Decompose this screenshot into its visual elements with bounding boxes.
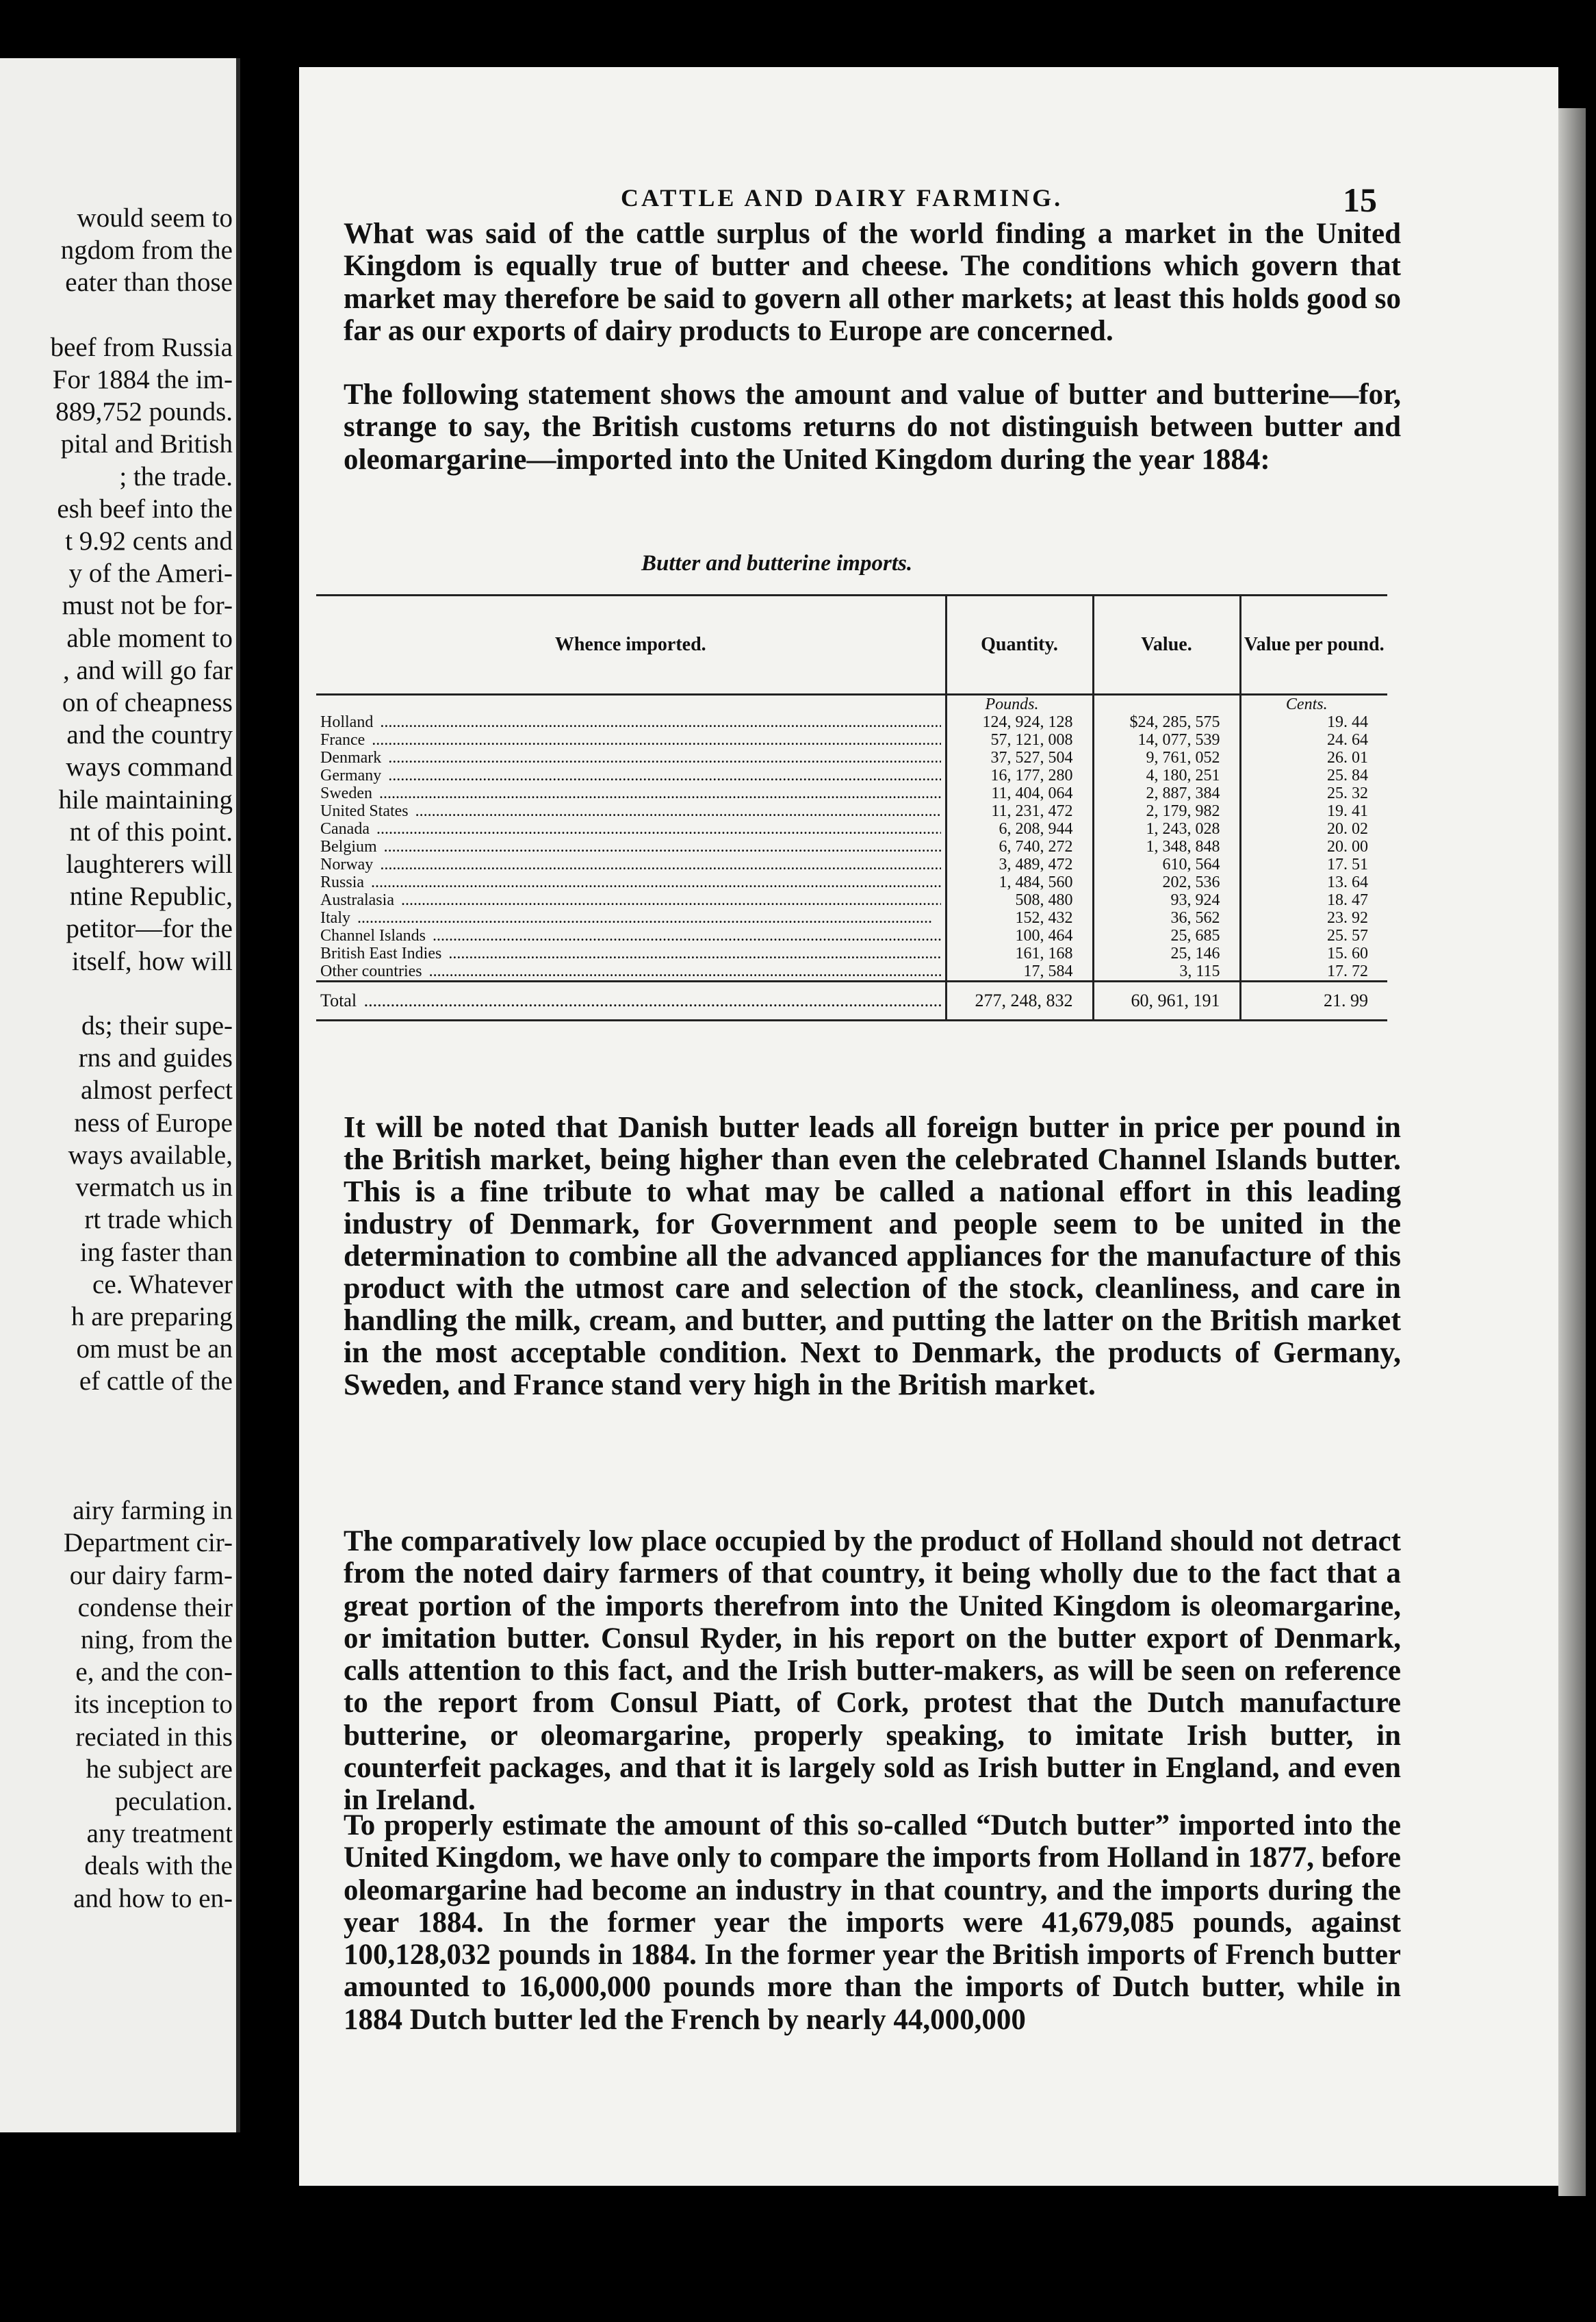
value-cell: 4, 180, 251 (1093, 767, 1240, 784)
country-name: Norway (320, 856, 376, 873)
left-page-line: For 1884 the im- (52, 365, 233, 395)
left-page-line: esh beef into the (57, 494, 233, 524)
per-pound-cell: 20. 00 (1240, 838, 1387, 856)
units-row (316, 695, 1387, 714)
country-name: Belgium (320, 838, 380, 856)
per-pound-cell: 13. 64 (1240, 873, 1387, 891)
units-origin (316, 695, 946, 714)
left-page-line: ds; their supe- (81, 1011, 233, 1041)
country-cell (316, 962, 946, 982)
table-row (316, 909, 1387, 927)
table-row (316, 945, 1387, 962)
paragraph-holland: The comparatively low place occupied by the product of Holland should not detract from the noted dairy farmers of that country, it being wholly due to the fact that a great portion of the imports therefrom into the United Kingdom is oleomargarine, or imitation butter. Consul Ryder, in his report on the butter export of Denmark, calls attention to this fact, and the Irish butter-makers, as will be seen on reference to the report from Consul Piatt, of Cork, protest that the Dutch manufacture butterine, or oleomargarine, properly speaking, to imitate Irish butter, in counterfeit packages, and that it is largely sold as Irish butter in England, and even in Ireland. (344, 1525, 1401, 1817)
country-cell (316, 927, 946, 945)
per-pound-cell: 15. 60 (1240, 945, 1387, 962)
left-page-line: y of the Ameri- (68, 559, 233, 589)
left-page-line: reciated in this (75, 1722, 233, 1752)
country-name: France (320, 731, 368, 749)
left-page-line: ntine Republic, (69, 882, 233, 912)
left-page-line: vermatch us in (75, 1173, 233, 1203)
table-row (316, 856, 1387, 873)
left-page-line: and the country (66, 720, 233, 750)
table-row (316, 731, 1387, 749)
running-title: CATTLE AND DAIRY FARMING. (621, 184, 1064, 212)
left-page-line: h are preparing (70, 1301, 233, 1331)
units-per-pound: Cents. (1240, 695, 1387, 714)
left-page-line: om must be an (76, 1334, 233, 1364)
value-cell: 14, 077, 539 (1093, 731, 1240, 749)
quantity-cell: 152, 432 (946, 909, 1093, 927)
quantity-cell: 37, 527, 504 (946, 749, 1093, 767)
left-page-line: ngdom from the (60, 235, 233, 266)
left-page-line: rt trade which (84, 1205, 233, 1235)
value-cell: $24, 285, 575 (1093, 713, 1240, 731)
quantity-cell: 508, 480 (946, 891, 1093, 909)
quantity-cell: 124, 924, 128 (946, 713, 1093, 731)
paragraph-statement-intro: The following statement shows the amount and value of butter and butterine—for, strange to say, the British customs returns do not distinguish between butter and oleomargarine—imported into the United Kingdom during the year 1884: (344, 379, 1401, 476)
country-cell (316, 909, 946, 927)
value-cell: 202, 536 (1093, 873, 1240, 891)
country-name: British East Indies (320, 945, 444, 962)
table-row (316, 927, 1387, 945)
main-page (299, 67, 1558, 2186)
left-page-fragment (0, 58, 240, 2132)
left-page-line: , and will go far (62, 655, 233, 685)
total-quantity: 277, 248, 832 (946, 982, 1093, 1021)
value-cell: 25, 146 (1093, 945, 1240, 962)
left-page-line: rns and guides (78, 1043, 233, 1073)
country-name: Russia (320, 873, 367, 891)
left-page-line: pital and British (60, 429, 233, 459)
left-page-line: t 9.92 cents and (65, 526, 233, 557)
left-page-line: any treatment (86, 1819, 233, 1849)
quantity-cell: 1, 484, 560 (946, 873, 1093, 891)
value-cell: 3, 115 (1093, 962, 1240, 982)
left-page-line: airy farming in (73, 1496, 233, 1526)
quantity-cell: 16, 177, 280 (946, 767, 1093, 784)
left-page-line: on of cheapness (62, 688, 233, 718)
country-name: Holland (320, 713, 376, 731)
per-pound-cell: 18. 47 (1240, 891, 1387, 909)
paragraph-dutch-butter-estimate: To properly estimate the amount of this so-called “Dutch butter” imported into the United Kingdom, we have only to compare the imports from Holland in 1877, before oleomargarine had become an industry in that country, and the imports during the year 1884. In the former year the imports were 41,679,085 pounds, against 100,128,032 pounds in 1884. In the former year the British imports of French butter amounted to 16,000,000 pounds more than the imports of Dutch butter, while in 1884 Dutch butter led the French by nearly 44,000,000 (344, 1809, 1401, 2036)
table-row (316, 713, 1387, 731)
country-name: Italy (320, 909, 353, 927)
table-row (316, 838, 1387, 856)
left-page-line: able moment to (66, 623, 233, 653)
left-page-line: Department cir- (63, 1528, 233, 1558)
table-header-row (316, 596, 1387, 695)
value-cell: 1, 243, 028 (1093, 820, 1240, 838)
table-row (316, 767, 1387, 784)
per-pound-cell: 25. 84 (1240, 767, 1387, 784)
per-pound-cell: 19. 44 (1240, 713, 1387, 731)
value-cell: 2, 179, 982 (1093, 802, 1240, 820)
header-value-per-pound: Value per pound. (1240, 596, 1387, 695)
left-page-line: must not be for- (62, 591, 233, 621)
left-page-line: 889,752 pounds. (55, 397, 233, 427)
left-page-line: ness of Europe (74, 1108, 233, 1138)
per-pound-cell: 17. 51 (1240, 856, 1387, 873)
per-pound-cell: 24. 64 (1240, 731, 1387, 749)
left-page-line: peculation. (114, 1786, 233, 1816)
paragraph-danish-butter: It will be noted that Danish butter leads all foreign butter in price per pound in the British market, being higher than even the celebrated Channel Islands butter. This is a fine tribute to what may be called a national effort in this leading industry of Denmark, for Government and people seem to be united in the determination to combine all the advanced appliances for the manufacture of this product with the utmost care and selection of the stock, cleanliness, and care in handling the milk, cream, and butter, and putting the latter on the British market in the most acceptable condition. Next to Denmark, the products of Germany, Sweden, and France stand very high in the British market. (344, 1110, 1401, 1401)
value-cell: 36, 562 (1093, 909, 1240, 927)
left-page-line (0, 1462, 233, 1494)
left-page-line: petitor—for the (66, 914, 233, 944)
country-name: Channel Islands (320, 927, 428, 945)
left-page-line: and how to en- (73, 1883, 233, 1913)
per-pound-cell: 20. 02 (1240, 820, 1387, 838)
per-pound-cell: 25. 32 (1240, 784, 1387, 802)
table-caption: Butter and butterine imports. (641, 551, 913, 576)
quantity-cell: 6, 208, 944 (946, 820, 1093, 838)
left-page-line: almost perfect (81, 1075, 233, 1106)
page-number: 15 (1343, 181, 1377, 219)
left-page-line (0, 299, 233, 331)
country-cell (316, 873, 946, 891)
country-name: United States (320, 802, 411, 820)
per-pound-cell: 19. 41 (1240, 802, 1387, 820)
table-row (316, 749, 1387, 767)
value-cell: 9, 761, 052 (1093, 749, 1240, 767)
table-body (316, 695, 1387, 982)
left-page-line: beef from Russia (50, 332, 233, 362)
quantity-cell: 11, 404, 064 (946, 784, 1093, 802)
country-cell (316, 891, 946, 909)
value-cell: 1, 348, 848 (1093, 838, 1240, 856)
table-row (316, 784, 1387, 802)
table-row (316, 891, 1387, 909)
country-cell (316, 856, 946, 873)
country-name: Denmark (320, 749, 384, 767)
quantity-cell: 161, 168 (946, 945, 1093, 962)
butter-imports-table (316, 594, 1387, 1021)
country-name: Other countries (320, 962, 425, 980)
paragraph-cattle-surplus: What was said of the cattle surplus of the world finding a market in the United Kingdom is equally true of butter and cheese. The conditions which govern that market may therefore be said to govern all other markets; at least this holds good so far as our exports of dairy products to Europe are concerned. (344, 218, 1401, 347)
left-page-line: itself, how will (71, 946, 233, 976)
country-name: Germany (320, 767, 384, 784)
table-row (316, 820, 1387, 838)
total-label-text: Total (320, 992, 359, 1010)
left-page-line: he subject are (86, 1754, 233, 1784)
left-page-line: hile maintaining (58, 784, 233, 815)
left-page-line: our dairy farm- (69, 1560, 233, 1590)
country-name: Australasia (320, 891, 397, 909)
quantity-cell: 6, 740, 272 (946, 838, 1093, 856)
per-pound-cell: 17. 72 (1240, 962, 1387, 982)
header-value: Value. (1093, 596, 1240, 695)
per-pound-cell: 25. 57 (1240, 927, 1387, 945)
country-cell (316, 838, 946, 856)
per-pound-cell: 26. 01 (1240, 749, 1387, 767)
value-cell: 93, 924 (1093, 891, 1240, 909)
country-cell (316, 713, 946, 731)
country-cell (316, 749, 946, 767)
table-row (316, 962, 1387, 982)
left-page-line: ing faster than (79, 1237, 233, 1267)
country-cell (316, 784, 946, 802)
left-page-line: condense their (77, 1592, 233, 1622)
left-page-line (0, 978, 233, 1010)
total-label (316, 982, 946, 1021)
left-page-line: ways command (66, 752, 233, 782)
quantity-cell: 17, 584 (946, 962, 1093, 982)
quantity-cell: 57, 121, 008 (946, 731, 1093, 749)
country-name: Sweden (320, 784, 375, 802)
country-cell (316, 802, 946, 820)
header-quantity: Quantity. (946, 596, 1093, 695)
country-name: Canada (320, 820, 372, 838)
units-quantity: Pounds. (946, 695, 1093, 714)
value-cell: 25, 685 (1093, 927, 1240, 945)
left-page-line: deals with the (84, 1851, 233, 1881)
country-cell (316, 767, 946, 784)
left-page-line: nt of this point. (69, 817, 233, 847)
total-value: 60, 961, 191 (1093, 982, 1240, 1021)
left-page-line (0, 1430, 233, 1462)
quantity-cell: 100, 464 (946, 927, 1093, 945)
per-pound-cell: 23. 92 (1240, 909, 1387, 927)
units-value (1093, 695, 1240, 714)
left-page-text (0, 202, 237, 1915)
left-page-line: ways available, (68, 1140, 233, 1170)
total-per-pound: 21. 99 (1240, 982, 1387, 1021)
header-whence-imported: Whence imported. (316, 596, 946, 695)
table-row (316, 873, 1387, 891)
left-page-line: ; the trade. (119, 461, 233, 492)
left-page-line: ce. Whatever (92, 1269, 233, 1299)
left-page-line (0, 1398, 233, 1430)
left-page-line: would seem to (77, 203, 233, 233)
left-page-line: e, and the con- (75, 1657, 233, 1687)
table-row (316, 802, 1387, 820)
left-page-line: laughterers will (66, 850, 233, 880)
value-cell: 610, 564 (1093, 856, 1240, 873)
left-page-line: ef cattle of the (79, 1366, 233, 1396)
left-page-line: eater than those (65, 268, 233, 298)
country-cell (316, 820, 946, 838)
quantity-cell: 11, 231, 472 (946, 802, 1093, 820)
left-page-line: its inception to (74, 1689, 233, 1720)
country-cell (316, 731, 946, 749)
quantity-cell: 3, 489, 472 (946, 856, 1093, 873)
country-cell (316, 945, 946, 962)
total-row (316, 982, 1387, 1021)
left-page-line: ning, from the (80, 1624, 233, 1655)
value-cell: 2, 887, 384 (1093, 784, 1240, 802)
